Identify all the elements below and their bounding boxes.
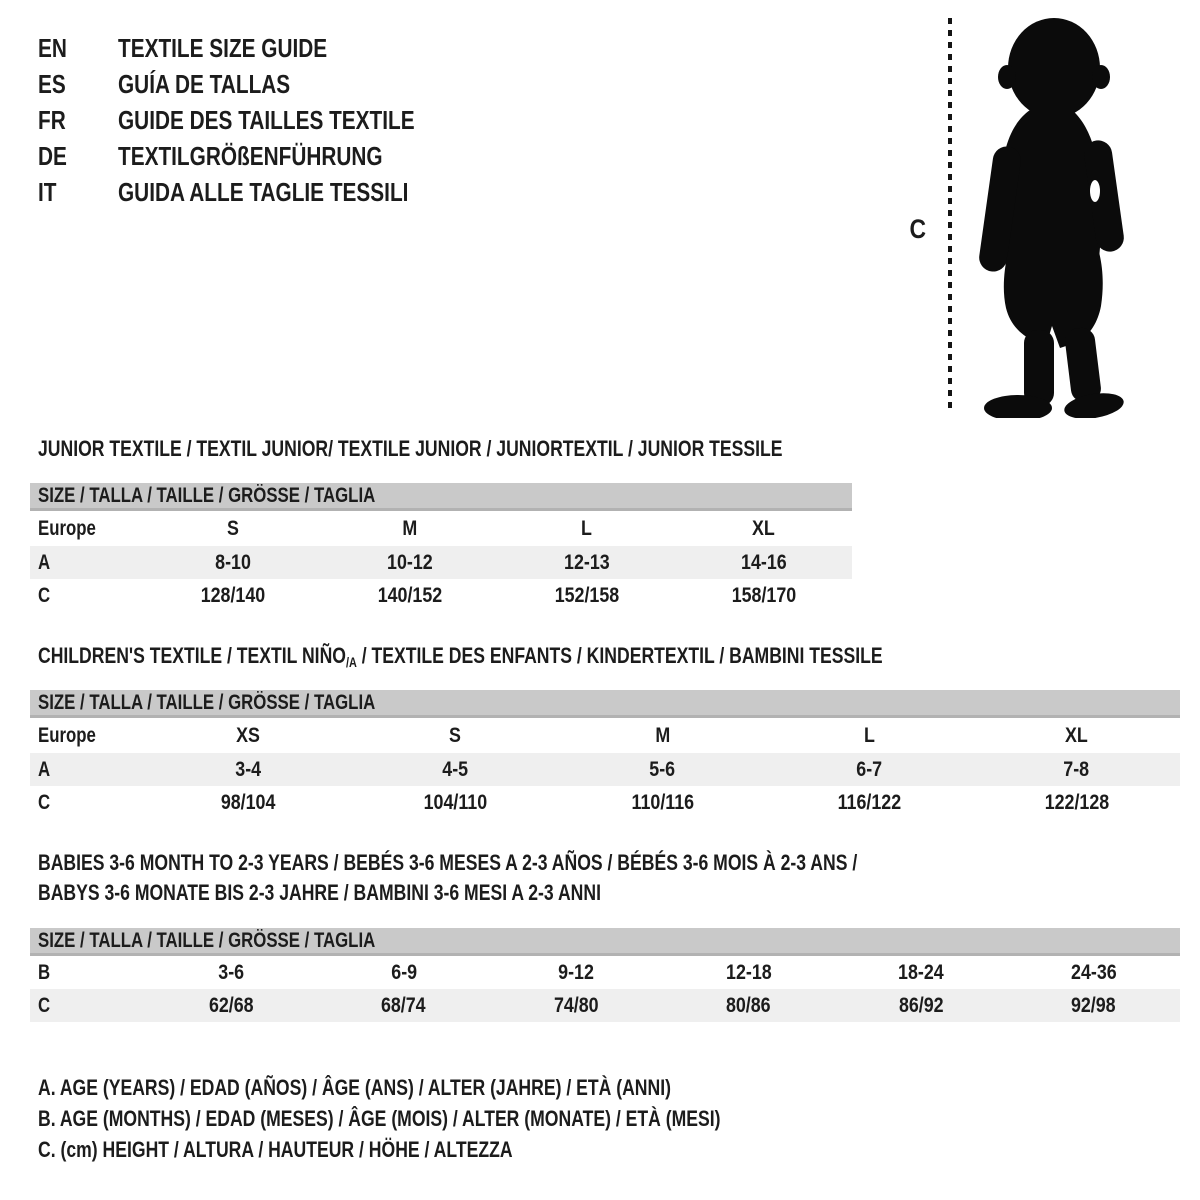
footnote-a: A. AGE (YEARS) / EDAD (AÑOS) / ÂGE (ANS) / ALTER (JAHRE) / ETÀ (ANNI) [38, 1074, 671, 1100]
size-cell: L [864, 723, 875, 747]
value-cell: 14-16 [740, 550, 787, 574]
value-cell: 3-4 [235, 757, 262, 781]
value-cell: 128/140 [201, 583, 266, 607]
junior-section-title: JUNIOR TEXTILE / TEXTIL JUNIOR/ TEXTILE JUNIOR / JUNIORTEXTIL / JUNIOR TESSILE [38, 436, 783, 461]
babies-section-title: BABIES 3-6 MONTH TO 2-3 YEARS / BEBÉS 3-6 MESES A 2-3 AÑOS / BÉBÉS 3-6 MOIS À 2-3 ANS / BABYS 3-6 MONATE BIS 2-3 JAHRE / BAMBINI 3-6 MESI A 2-3 ANNI [38, 850, 858, 905]
size-header-label: SIZE / TALLA / TAILLE / GRÖSSE / TAGLIA [38, 483, 376, 507]
region-label: Europe [38, 516, 96, 540]
size-cell: XL [1065, 723, 1088, 747]
size-header-bar [30, 483, 852, 511]
children-section-title: CHILDREN'S TEXTILE / TEXTIL $NIÑO_{/A}$ / TEXTILE DES ENFANTS / KINDERTEXTIL / BAMBINI TESSILE [38, 643, 883, 670]
footnote-c: C. (cm) HEIGHT / ALTURA / HAUTEUR / HÖHE / ALTEZZA [38, 1136, 513, 1162]
size-cell: S [449, 723, 462, 747]
row-label: C [38, 583, 51, 607]
size-cell: M [402, 516, 418, 540]
value-cell: 98/104 [221, 790, 276, 814]
language-title: GUÍA DE TALLAS [118, 68, 291, 99]
size-cell: L [581, 516, 593, 540]
size-header-label: SIZE / TALLA / TAILLE / GRÖSSE / TAGLIA [38, 690, 376, 714]
row-label: A [38, 550, 51, 574]
language-list [38, 30, 489, 210]
value-cell: 80/86 [726, 993, 772, 1017]
table-row-c [30, 786, 1180, 819]
value-cell: 62/68 [208, 993, 254, 1017]
value-cell: 8-10 [215, 550, 252, 574]
language-code: EN [38, 32, 67, 63]
value-cell: 68/74 [381, 993, 427, 1017]
value-cell: 24-36 [1070, 960, 1117, 984]
table-row-a [30, 753, 1180, 786]
baby-silhouette-image [966, 14, 1138, 418]
language-title: TEXTILGRÖßENFÜHRUNG [118, 140, 383, 171]
value-cell: 152/158 [554, 583, 620, 607]
height-measure-label: C [909, 214, 927, 244]
value-cell: 116/122 [837, 790, 902, 814]
height-measure-dashed-line [948, 18, 952, 414]
size-cell: XS [236, 723, 261, 747]
value-cell: 18-24 [898, 960, 945, 984]
size-cell: XL [752, 516, 776, 540]
language-code: DE [38, 140, 67, 171]
value-cell: 5-6 [649, 757, 676, 781]
table-row-c [30, 989, 1180, 1022]
value-cell: 12-18 [725, 960, 772, 984]
table-row-europe [30, 718, 1180, 753]
language-code: FR [38, 104, 66, 135]
language-row-en [38, 30, 489, 66]
table-row-b [30, 956, 1180, 989]
size-cell: S [227, 516, 240, 540]
value-cell: 158/170 [731, 583, 796, 607]
value-cell: 74/80 [553, 993, 599, 1017]
value-cell: 9-12 [558, 960, 595, 984]
size-cell: M [655, 723, 670, 747]
language-row-it [38, 174, 489, 210]
table-row-c [30, 579, 852, 612]
babies-size-table [30, 928, 1180, 1022]
language-title: GUIDE DES TAILLES TEXTILE [118, 104, 415, 135]
value-cell: 12-13 [564, 550, 610, 574]
region-label: Europe [38, 723, 96, 747]
footnote-b: B. AGE (MONTHS) / EDAD (MESES) / ÂGE (MOIS) / ALTER (MONATE) / ETÀ (MESI) [38, 1105, 721, 1131]
language-code: IT [38, 176, 57, 207]
children-size-table [30, 690, 1180, 819]
value-cell: 7-8 [1063, 757, 1090, 781]
value-cell: 4-5 [442, 757, 469, 781]
value-cell: 122/128 [1044, 790, 1109, 814]
value-cell: 110/116 [631, 790, 694, 814]
value-cell: 92/98 [1071, 993, 1117, 1017]
nino-a-subscript: /A [345, 654, 357, 670]
language-row-de [38, 138, 489, 174]
size-header-label: SIZE / TALLA / TAILLE / GRÖSSE / TAGLIA [38, 928, 376, 952]
language-title: TEXTILE SIZE GUIDE [118, 32, 328, 63]
value-cell: 6-7 [856, 757, 883, 781]
toddler-silhouette [977, 18, 1125, 418]
size-header-bar [30, 690, 1180, 718]
language-row-fr [38, 102, 489, 138]
table-row-europe [30, 511, 852, 546]
value-cell: 86/92 [898, 993, 944, 1017]
row-label: C [38, 993, 51, 1017]
row-label: B [38, 960, 51, 984]
language-code: ES [38, 68, 66, 99]
value-cell: 3-6 [218, 960, 245, 984]
row-label: A [38, 757, 51, 781]
footnotes [38, 1072, 891, 1165]
language-title: GUIDA ALLE TAGLIE TESSILI [118, 176, 409, 207]
value-cell: 10-12 [387, 550, 433, 574]
value-cell: 104/110 [423, 790, 488, 814]
size-header-bar [30, 928, 1180, 956]
table-row-a [30, 546, 852, 579]
language-row-es [38, 66, 489, 102]
value-cell: 140/152 [377, 583, 443, 607]
junior-size-table [30, 483, 852, 612]
value-cell: 6-9 [390, 960, 417, 984]
row-label: C [38, 790, 51, 814]
